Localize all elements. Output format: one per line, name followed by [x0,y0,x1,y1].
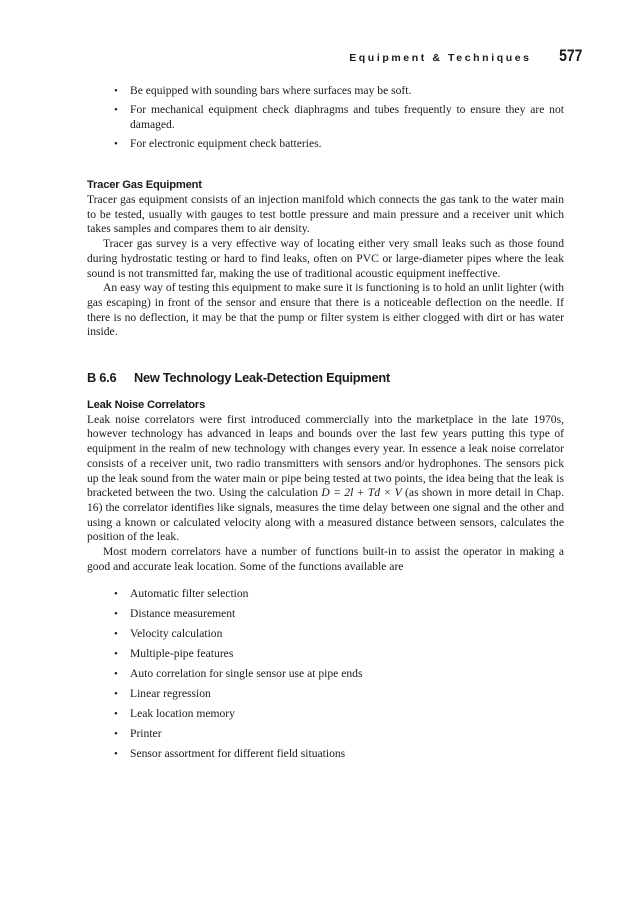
correlators-paragraph-1: Leak noise correlators were first introduced commercially into the marketplace in the late 1970s, however technology has advanced in leaps and bounds over the last few years putting this type of equipment in the realm of new technology with changes every year. In essence a leak noise correlator consists of a receiver unit, two radio transmitters with sensors and/or hydrophones. The sensors pick up the leak sound from the water main or pipe being tested at two points, the idea being that the leak is bracketed between the two. Using the calculation D = 2l + Td × V (as shown in more detail in Chap. 16) the correlator identifies like signals, measures the time delay between one signal and the other and using a known or calculated velocity along with a measured distance between sensors, calculates the position of the leak. [87,412,564,544]
bullet-icon: • [114,138,118,151]
list-item: • Be equipped with sounding bars where surfaces may be soft. [114,84,412,97]
bullet-icon: • [114,688,118,701]
section-heading [87,370,564,386]
list-item: • Automatic filter selection [114,587,249,601]
bullet-icon: • [114,104,118,117]
bullet-icon: • [114,608,118,621]
page-number: 577 [558,46,582,65]
list-item: • Sensor assortment for different field situations [114,747,346,761]
list-item: • Multiple-pipe features [114,647,234,661]
tracer-gas-heading: Tracer Gas Equipment [87,179,202,192]
bullet-icon: • [114,748,118,761]
bullet-icon: • [114,628,118,641]
section-number: B 6.6 [87,370,117,386]
list-item: • Linear regression [114,687,211,701]
bullet-icon: • [114,648,118,661]
tracer-paragraph-1: Tracer gas equipment consists of an injection manifold which connects the gas tank to the water main to be tested, usually with gauges to test bottle pressure and main pressure and a receiver unit which takes samples and compares them to air density. [87,193,564,236]
running-header [0,46,582,66]
running-title: Equipment & Techniques [349,52,532,64]
bullet-icon: • [114,668,118,681]
list-item: • Leak location memory [114,707,235,721]
list-item: • Distance measurement [114,607,236,621]
functions-bullets [87,587,564,762]
tracer-paragraph-2: Tracer gas survey is a very effective way of locating either very small leaks such as those found during hydrostatic testing or hard to find leaks, often on PVC or large-diameter pipes where the leak sound is not transmitted far, making the use of traditional acoustic equipment ineffective. [87,237,564,280]
list-item: • For electronic equipment check batteries. [114,137,322,151]
list-item: • Velocity calculation [114,627,223,641]
bullet-icon: • [114,588,118,601]
tracer-paragraph-3: An easy way of testing this equipment to make sure it is functioning is to hold an unlit lighter (with gas escaping) in front of the sensor and ensure that there is a noticeable deflection on the needle. If there is no deflection, it may be that the pump or filter system is either clogged with dirt or has water inside. [87,281,564,339]
list-item: • For mechanical equipment check diaphragms and tubes frequently to ensure they are not damaged. [114,103,564,131]
correlators-heading: Leak Noise Correlators [87,399,206,412]
checklist-bullets [87,84,564,152]
section-title: New Technology Leak-Detection Equipment [134,370,390,386]
list-item: • Printer [114,727,162,741]
bullet-icon: • [114,728,118,741]
bullet-icon: • [114,85,118,97]
page-body [87,84,564,767]
formula: D = 2l + Td × V [321,486,402,500]
list-item: • Auto correlation for single sensor use at pipe ends [114,667,363,681]
correlators-paragraph-2: Most modern correlators have a number of functions built-in to assist the operator in making a good and accurate leak location. Some of the functions available are [87,545,564,573]
bullet-icon: • [114,708,118,721]
